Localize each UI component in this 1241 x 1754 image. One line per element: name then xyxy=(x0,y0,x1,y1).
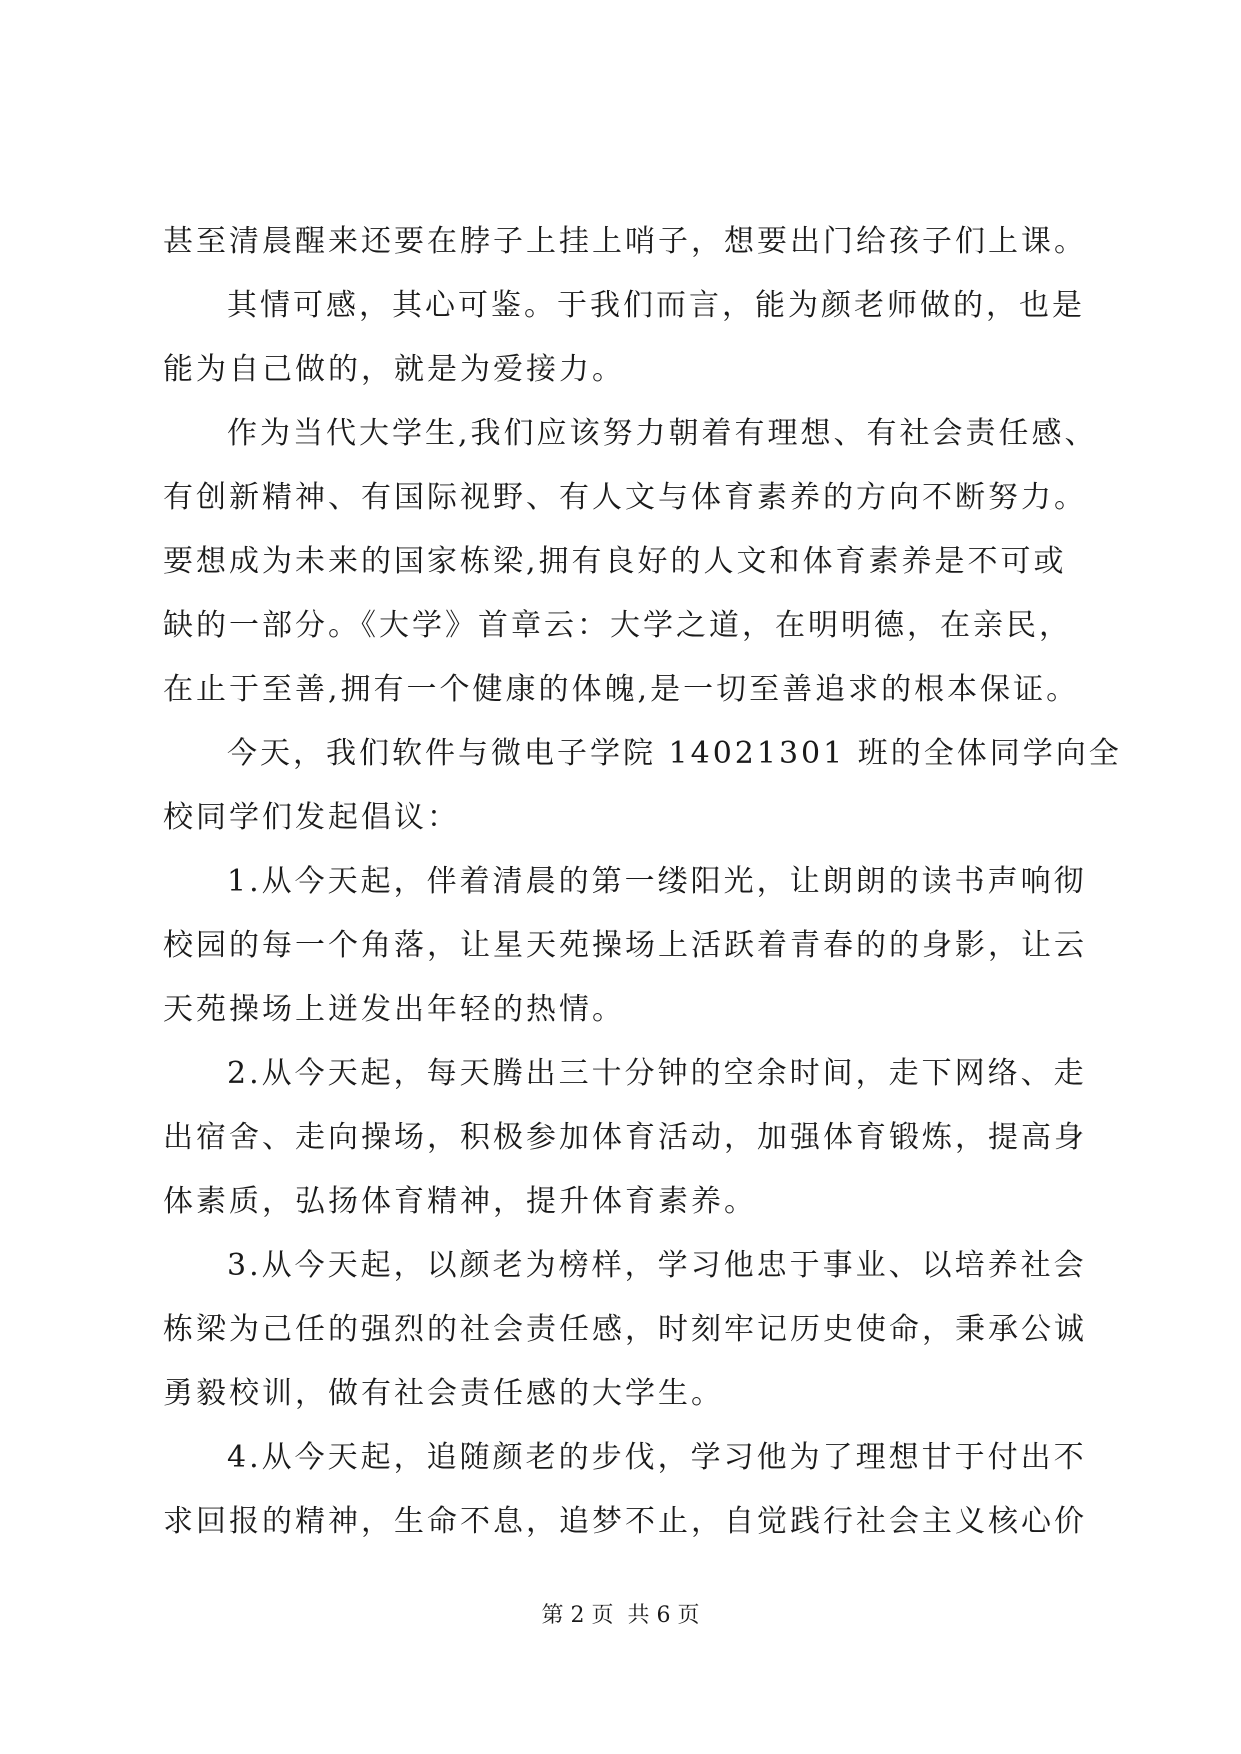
text-line-13: 天苑操场上迸发出年轻的热情。 xyxy=(163,992,625,1027)
text-line-4: 作为当代大学生,我们应该努力朝着有理想、有社会责任感、 xyxy=(227,416,1098,451)
text-line-19: 勇毅校训，做有社会责任感的大学生。 xyxy=(163,1376,724,1411)
text-line-17: 3.从今天起，以颜老为榜样，学习他忠于事业、以培养社会 xyxy=(227,1248,1087,1283)
text-line-2: 其情可感，其心可鉴。于我们而言，能为颜老师做的，也是 xyxy=(227,288,1085,323)
body-text xyxy=(163,210,1122,1554)
text-line-5: 有创新精神、有国际视野、有人文与体育素养的方向不断努力。 xyxy=(163,480,1087,515)
text-line-16: 体素质，弘扬体育精神，提升体育素养。 xyxy=(163,1184,757,1219)
page-footer xyxy=(0,1601,1241,1631)
text-line-7: 缺的一部分。《大学》首章云：大学之道，在明明德，在亲民， xyxy=(163,608,1072,643)
text-line-15: 出宿舍、走向操场，积极参加体育活动，加强体育锻炼，提高身 xyxy=(163,1120,1087,1155)
text-line-10: 校同学们发起倡议： xyxy=(163,800,460,835)
text-line-1: 甚至清晨醒来还要在脖子上挂上哨子，想要出门给孩子们上课。 xyxy=(163,224,1087,259)
text-line-8: 在止于至善,拥有一个健康的体魄,是一切至善追求的根本保证。 xyxy=(163,672,1080,707)
text-line-6: 要想成为未来的国家栋梁,拥有良好的人文和体育素养是不可或 xyxy=(163,544,1067,579)
text-line-12: 校园的每一个角落，让星天苑操场上活跃着青春的的身影，让云 xyxy=(163,928,1087,963)
text-line-20: 4.从今天起，追随颜老的步伐，学习他为了理想甘于付出不 xyxy=(227,1440,1087,1475)
page-number: 第 2 页 xyxy=(541,1603,614,1628)
text-line-21: 求回报的精神，生命不息，追梦不止，自觉践行社会主义核心价 xyxy=(163,1504,1087,1539)
text-line-18: 栋梁为己任的强烈的社会责任感，时刻牢记历史使命，秉承公诚 xyxy=(163,1312,1087,1347)
text-line-11: 1.从今天起，伴着清晨的第一缕阳光，让朗朗的读书声响彻 xyxy=(227,864,1087,899)
page-total: 共 6 页 xyxy=(627,1603,700,1628)
text-line-3: 能为自己做的，就是为爱接力。 xyxy=(163,352,625,387)
text-line-9: 今天，我们软件与微电子学院 14021301 班的全体同学向全 xyxy=(227,736,1122,771)
text-line-14: 2.从今天起，每天腾出三十分钟的空余时间，走下网络、走 xyxy=(227,1056,1087,1091)
